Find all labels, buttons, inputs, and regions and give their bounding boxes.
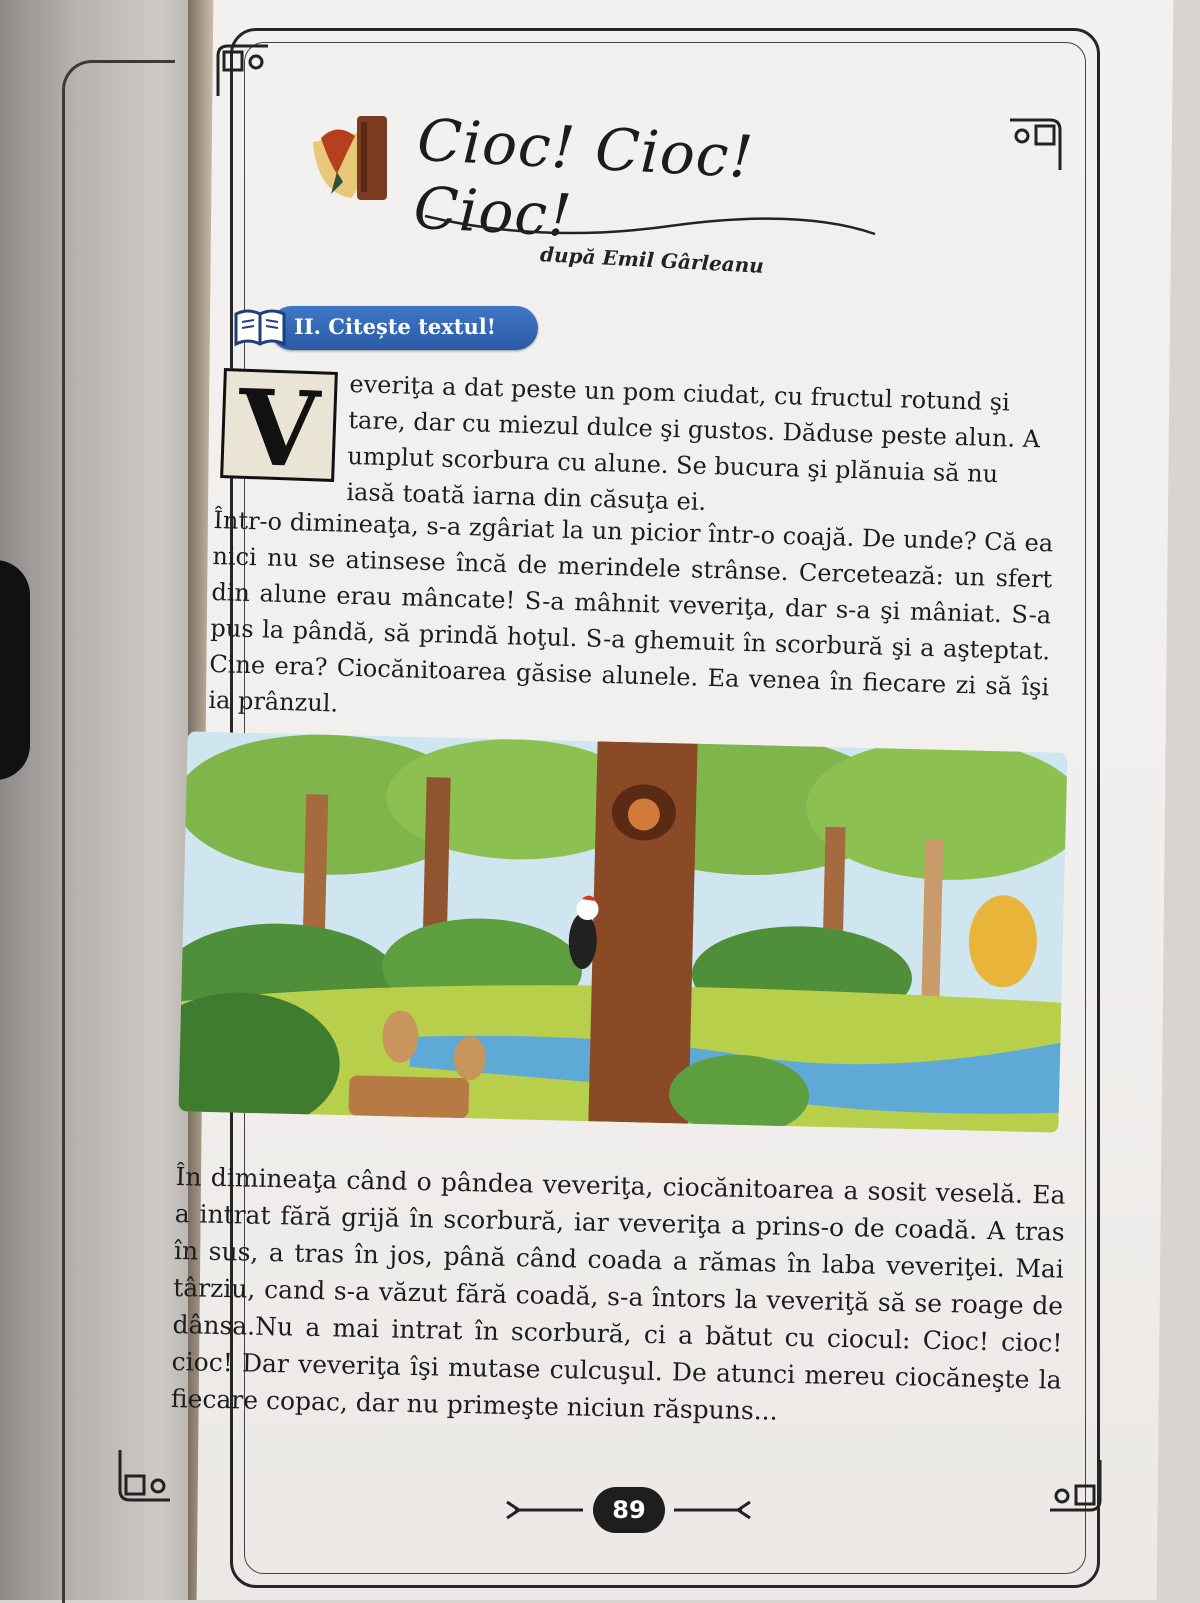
woodpecker-tree-icon <box>307 112 395 204</box>
title-swash-icon <box>420 196 880 246</box>
paragraph-1 <box>346 366 1055 530</box>
section-label: II. Citește textul! <box>294 314 496 339</box>
arrow-left-ornament-icon <box>505 1500 585 1520</box>
left-page-dark-shape <box>0 560 30 780</box>
paragraph-2 <box>208 502 1054 741</box>
drop-cap <box>220 365 338 492</box>
section-banner <box>232 300 542 356</box>
paragraph-3 <box>171 1158 1066 1436</box>
arrow-right-ornament-icon <box>672 1500 752 1520</box>
drop-cap-letter: V <box>236 365 322 492</box>
corner-ornament-top-left-icon <box>208 36 278 106</box>
open-book-icon <box>232 306 288 350</box>
paragraph-2-text: Într-o dimineaţa, s-a zgâriat la un picior într-o coajă. De unde? Că ea nici nu se atinsese încă de merindele strânse. Cercetează: un sfert din alune erau mâncate! S-a mâhnit veveriţa, dar s-a şi mâniat. S-a pus la pândă, să prindă hoţul. S-a ghemuit în scorbură şi a aşteptat. Cine era? Ciocănitoarea găsise alunele. Ea venea în fiecare zi să îşi ia prânzul. <box>208 505 1054 718</box>
corner-ornament-bottom-left-icon <box>110 1440 180 1510</box>
paragraph-3-text: În dimineaţa când o pândea veveriţa, ciocănitoarea a sosit veselă. Ea a intrat fără grijă în scorbură, iar veveriţa a prins-o de coadă. A tras în sus, a tras în jos, până când coada a rămas în laba veveriţei. Mai târziu, cand s-a văzut fără coadă, s-a întors la veveriţă să se roage de dânsa.Nu a mai intrat în scorbură, ci a bătut cu ciocul: Cioc! cioc! cioc! Dar veveriţa îşi mutase culcuşul. De atunci mereu ciocăneşte la fiecare copac, dar nu primeşte niciun răspuns... <box>170 1161 1066 1426</box>
page-number: 89 <box>593 1487 665 1533</box>
paragraph-1-text: everiţa a dat peste un pom ciudat, cu fructul rotund şi tare, dar cu miezul dulce şi gustos. Dăduse peste alun. A umplut scorbura cu alune. Se bucura şi plănuia să nu iasă toată iarna din căsuţa ei. <box>346 369 1041 516</box>
corner-ornament-bottom-right-icon <box>1040 1450 1110 1520</box>
forest-illustration <box>178 731 1067 1132</box>
page-title: Cioc! Cioc! Cioc! <box>412 105 756 250</box>
author-credit: după Emil Gârleanu <box>539 242 765 278</box>
left-page-border <box>62 60 175 1603</box>
corner-ornament-top-right-icon <box>1000 110 1070 180</box>
